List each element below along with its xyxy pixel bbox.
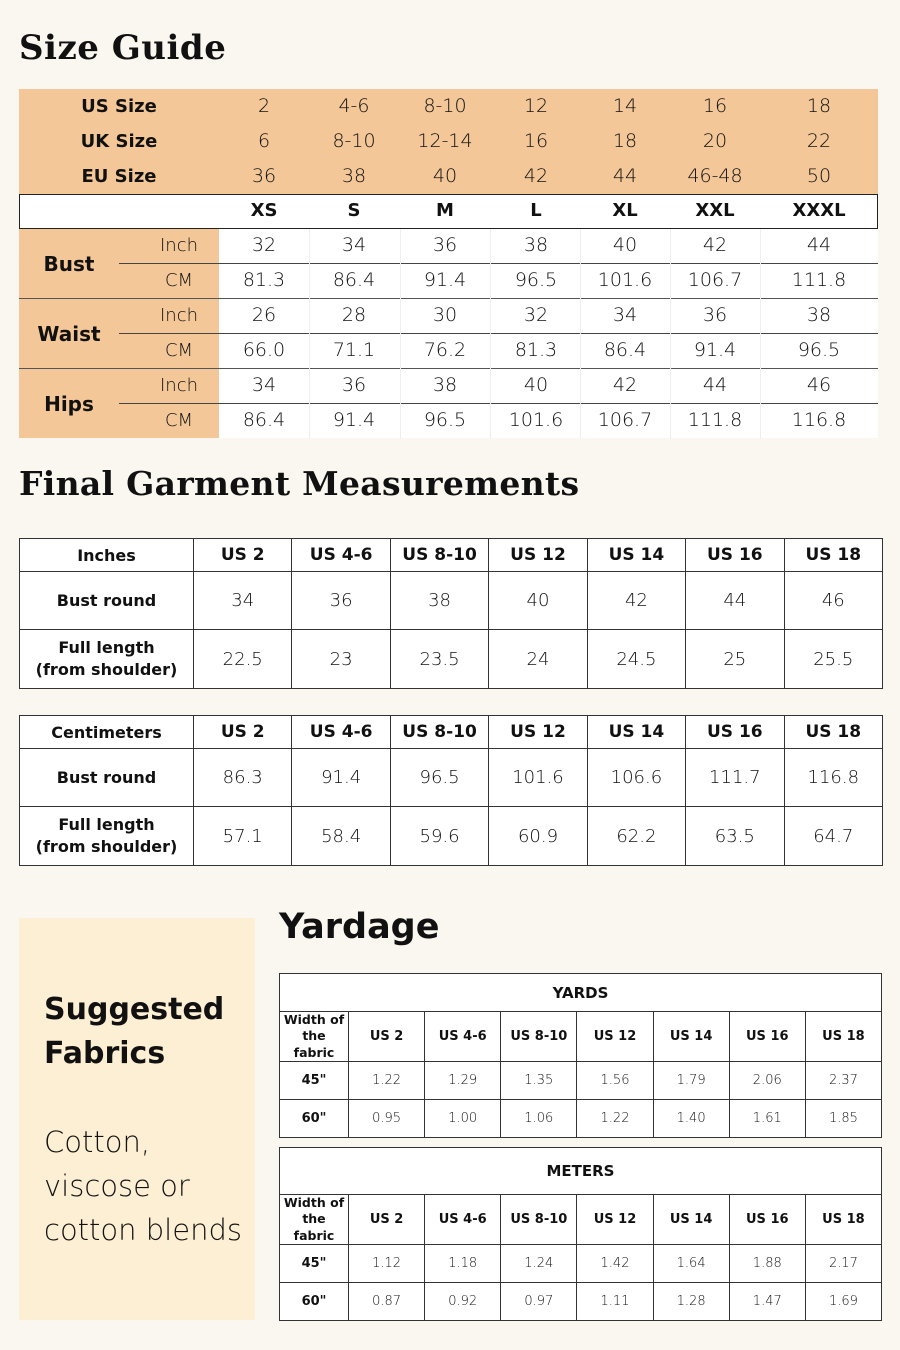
letter-size-cell: XXL	[695, 200, 735, 221]
cell: 1.40	[653, 1099, 729, 1137]
size-cell: 20	[702, 130, 728, 152]
size-cell: 6	[257, 130, 271, 152]
row-label: 45"	[280, 1244, 349, 1282]
cell: 34	[194, 572, 292, 630]
cell: 1.61	[729, 1099, 805, 1137]
header-row	[280, 1012, 882, 1062]
size-header: US 8-10	[390, 539, 488, 572]
cell: 1.11	[577, 1282, 653, 1320]
letter-size-row	[19, 194, 878, 229]
cell: 23.5	[390, 630, 488, 689]
measurement-cell: 28	[341, 304, 367, 326]
cell: 24	[489, 630, 587, 689]
letter-size-cell: M	[436, 200, 454, 221]
size-header: US 18	[805, 1012, 881, 1062]
unit-inch: Inch	[159, 305, 199, 326]
unit-header: Centimeters	[20, 716, 194, 749]
cell: 23	[292, 630, 390, 689]
unit-cm: CM	[164, 410, 194, 431]
measurement-cell: 76.2	[423, 339, 467, 361]
size-cell: 40	[432, 165, 458, 187]
cell: 0.87	[349, 1282, 425, 1320]
cell: 46	[784, 572, 882, 630]
yardage-title: Yardage	[279, 907, 440, 947]
size-header: US 18	[805, 1195, 881, 1245]
size-header: US 14	[653, 1195, 729, 1245]
text-line: cotton blends	[44, 1213, 242, 1248]
column-divider	[400, 369, 401, 439]
cell: 0.97	[501, 1282, 577, 1320]
table-caption: YARDS	[280, 974, 882, 1012]
row-label: 60"	[280, 1099, 349, 1137]
size-header: US 14	[587, 716, 685, 749]
yardage-meters-table	[279, 1147, 882, 1321]
header-line: Width of	[283, 1195, 345, 1210]
cell: 63.5	[686, 807, 784, 866]
size-header: US 4-6	[425, 1012, 501, 1062]
cell: 101.6	[489, 749, 587, 807]
measurement-cell: 96.5	[423, 409, 467, 431]
cell: 1.42	[577, 1244, 653, 1282]
measurement-cell: 91.4	[423, 269, 467, 291]
header-line: the fabric	[293, 1028, 335, 1060]
size-cell: 12-14	[417, 130, 473, 152]
cell: 62.2	[587, 807, 685, 866]
size-cell: 12	[523, 95, 549, 117]
measurement-cell: 44	[806, 234, 832, 256]
suggested-fabrics-panel	[19, 918, 255, 1320]
measurement-cell: 101.6	[597, 269, 653, 291]
unit-cm: CM	[164, 340, 194, 361]
group-name: Bust	[43, 252, 95, 276]
text-line: viscose or	[44, 1169, 190, 1204]
table-row	[280, 1282, 882, 1320]
cell: 2.17	[805, 1244, 881, 1282]
cell: 1.64	[653, 1244, 729, 1282]
cell: 1.24	[501, 1244, 577, 1282]
column-divider	[670, 299, 671, 369]
measurement-cell: 34	[251, 374, 277, 396]
row-label-line: Full length	[58, 815, 155, 835]
measurement-cell: 71.1	[332, 339, 376, 361]
size-header: US 2	[349, 1195, 425, 1245]
measurement-cell: 96.5	[514, 269, 558, 291]
table-row	[20, 572, 883, 630]
measurement-cell: 91.4	[332, 409, 376, 431]
caption-row	[280, 974, 882, 1012]
body-measurements	[19, 229, 878, 438]
header-row	[20, 539, 883, 572]
cell: 1.56	[577, 1061, 653, 1099]
column-divider	[580, 229, 581, 299]
letter-size-cell: XL	[612, 200, 638, 221]
cell: 116.8	[784, 749, 882, 807]
cell: 86.3	[194, 749, 292, 807]
yardage-yards-table	[279, 973, 882, 1138]
size-header: US 12	[577, 1195, 653, 1245]
cell: 60.9	[489, 807, 587, 866]
measurement-cell: 34	[612, 304, 638, 326]
row-label: Bust round	[20, 572, 194, 630]
unit-inch: Inch	[159, 235, 199, 256]
group-name: Hips	[44, 392, 94, 416]
column-divider	[490, 369, 491, 439]
table-caption: METERS	[280, 1148, 882, 1195]
cell: 38	[390, 572, 488, 630]
cell: 2.37	[805, 1061, 881, 1099]
cell: 58.4	[292, 807, 390, 866]
column-divider	[309, 369, 310, 439]
measurement-cell: 96.5	[797, 339, 841, 361]
row-label	[20, 807, 194, 866]
cell: 1.69	[805, 1282, 881, 1320]
garment-inches-table	[19, 538, 883, 689]
uk-size-row	[19, 124, 878, 159]
column-divider	[670, 369, 671, 439]
column-divider	[670, 229, 671, 299]
size-cell: 14	[612, 95, 638, 117]
unit-header: Inches	[20, 539, 194, 572]
row-label: UK Size	[80, 131, 158, 152]
size-cell: 16	[702, 95, 728, 117]
cell: 22.5	[194, 630, 292, 689]
row-label: 60"	[280, 1282, 349, 1320]
measurement-cell: 42	[612, 374, 638, 396]
measurement-cell: 91.4	[693, 339, 737, 361]
heading-line: Suggested	[44, 992, 225, 1027]
size-header: US 16	[729, 1012, 805, 1062]
cell: 91.4	[292, 749, 390, 807]
row-label: US Size	[81, 96, 157, 117]
table-row	[20, 630, 883, 689]
size-header: US 2	[194, 539, 292, 572]
cell: 25	[686, 630, 784, 689]
size-header: US 4-6	[292, 539, 390, 572]
size-header: US 2	[349, 1012, 425, 1062]
size-header: US 14	[587, 539, 685, 572]
measurement-cell: 106.7	[687, 269, 743, 291]
cell: 24.5	[587, 630, 685, 689]
size-cell: 8-10	[423, 95, 467, 117]
cell: 1.06	[501, 1099, 577, 1137]
cell: 111.7	[686, 749, 784, 807]
fabrics-heading	[44, 988, 244, 1075]
garment-centimeters-table	[19, 715, 883, 866]
final-measurements-title: Final Garment Measurements	[19, 464, 580, 503]
cell: 1.85	[805, 1099, 881, 1137]
column-divider	[309, 299, 310, 369]
size-header: US 12	[577, 1012, 653, 1062]
group-name: Waist	[37, 322, 101, 346]
size-cell: 18	[612, 130, 638, 152]
measurement-cell: 81.3	[514, 339, 558, 361]
width-header	[280, 1012, 349, 1062]
size-header: US 16	[729, 1195, 805, 1245]
cell: 1.22	[349, 1061, 425, 1099]
cell: 0.95	[349, 1099, 425, 1137]
header-line: the fabric	[293, 1211, 335, 1243]
row-label: Bust round	[20, 749, 194, 807]
size-cell: 42	[523, 165, 549, 187]
eu-size-row	[19, 159, 878, 194]
measurement-cell: 42	[702, 234, 728, 256]
cell: 40	[489, 572, 587, 630]
letter-size-cell: XS	[250, 200, 278, 221]
measurement-cell: 116.8	[791, 409, 847, 431]
unit-cm: CM	[164, 270, 194, 291]
cell: 0.92	[425, 1282, 501, 1320]
measurement-cell: 36	[702, 304, 728, 326]
size-header: US 16	[686, 539, 784, 572]
column-divider	[400, 299, 401, 369]
size-header: US 18	[784, 539, 882, 572]
size-header: US 4-6	[425, 1195, 501, 1245]
fabrics-text	[44, 1120, 254, 1252]
bust-group	[19, 229, 878, 299]
size-cell: 18	[806, 95, 832, 117]
row-label: 45"	[280, 1061, 349, 1099]
measurement-cell: 44	[702, 374, 728, 396]
measurement-cell: 32	[251, 234, 277, 256]
measurement-cell: 34	[341, 234, 367, 256]
hips-group	[19, 369, 878, 439]
size-cell: 44	[612, 165, 638, 187]
size-header: US 8-10	[501, 1012, 577, 1062]
caption-row	[280, 1148, 882, 1195]
size-cell: 38	[341, 165, 367, 187]
cell: 64.7	[784, 807, 882, 866]
table-row	[280, 1099, 882, 1137]
size-header: US 14	[653, 1012, 729, 1062]
cell: 1.00	[425, 1099, 501, 1137]
cell: 1.12	[349, 1244, 425, 1282]
measurement-cell: 86.4	[332, 269, 376, 291]
us-size-row	[19, 89, 878, 124]
measurement-cell: 32	[523, 304, 549, 326]
heading-line: Fabrics	[44, 1035, 166, 1071]
row-label	[20, 630, 194, 689]
size-cell: 36	[251, 165, 277, 187]
header-row	[20, 716, 883, 749]
text-line: Cotton,	[44, 1125, 151, 1159]
measurement-cell: 30	[432, 304, 458, 326]
column-divider	[400, 229, 401, 299]
cell: 57.1	[194, 807, 292, 866]
row-label: EU Size	[81, 166, 157, 187]
measurement-cell: 111.8	[687, 409, 743, 431]
letter-size-cell: L	[530, 200, 542, 221]
column-divider	[760, 299, 761, 369]
cell: 1.79	[653, 1061, 729, 1099]
column-divider	[760, 229, 761, 299]
measurement-cell: 66.0	[242, 339, 286, 361]
unit-inch: Inch	[159, 375, 199, 396]
size-header: US 12	[489, 716, 587, 749]
table-row	[20, 749, 883, 807]
size-cell: 50	[806, 165, 832, 187]
measurement-cell: 36	[432, 234, 458, 256]
waist-group	[19, 299, 878, 369]
column-divider	[580, 369, 581, 439]
column-divider	[490, 299, 491, 369]
measurement-cell: 101.6	[508, 409, 564, 431]
size-cell: 46-48	[687, 165, 743, 187]
cell: 1.22	[577, 1099, 653, 1137]
row-label-line: Full length	[58, 638, 155, 658]
width-header	[280, 1195, 349, 1245]
measurement-cell: 40	[612, 234, 638, 256]
size-header: US 12	[489, 539, 587, 572]
cell: 1.47	[729, 1282, 805, 1320]
size-header: US 4-6	[292, 716, 390, 749]
size-cell: 8-10	[332, 130, 376, 152]
cell: 96.5	[390, 749, 488, 807]
row-label-line: (from shoulder)	[35, 660, 178, 679]
size-cell: 16	[523, 130, 549, 152]
size-guide-title: Size Guide	[19, 28, 227, 68]
size-cell: 4-6	[338, 95, 370, 117]
cell: 25.5	[784, 630, 882, 689]
column-divider	[490, 229, 491, 299]
header-row	[280, 1195, 882, 1245]
cell: 2.06	[729, 1061, 805, 1099]
measurement-cell: 86.4	[603, 339, 647, 361]
measurement-cell: 86.4	[242, 409, 286, 431]
header-line: Width of	[283, 1012, 345, 1027]
measurement-cell: 81.3	[242, 269, 286, 291]
column-divider	[580, 299, 581, 369]
cell: 106.6	[587, 749, 685, 807]
cell: 42	[587, 572, 685, 630]
measurement-cell: 38	[432, 374, 458, 396]
table-row	[280, 1244, 882, 1282]
cell: 1.18	[425, 1244, 501, 1282]
table-row	[20, 807, 883, 866]
measurement-cell: 26	[251, 304, 277, 326]
size-header: US 2	[194, 716, 292, 749]
size-cell: 22	[806, 130, 832, 152]
size-guide-table	[19, 89, 878, 438]
cell: 1.88	[729, 1244, 805, 1282]
measurement-cell: 38	[523, 234, 549, 256]
cell: 44	[686, 572, 784, 630]
cell: 59.6	[390, 807, 488, 866]
measurement-cell: 111.8	[791, 269, 847, 291]
size-cell: 2	[257, 95, 271, 117]
table-row	[280, 1061, 882, 1099]
measurement-cell: 38	[806, 304, 832, 326]
cell: 1.29	[425, 1061, 501, 1099]
row-label-line: (from shoulder)	[35, 837, 178, 856]
size-header: US 16	[686, 716, 784, 749]
measurement-cell: 36	[341, 374, 367, 396]
cell: 36	[292, 572, 390, 630]
column-divider	[760, 369, 761, 439]
measurement-cell: 106.7	[597, 409, 653, 431]
size-header: US 8-10	[390, 716, 488, 749]
measurement-cell: 40	[523, 374, 549, 396]
letter-size-cell: S	[347, 200, 361, 221]
size-header: US 18	[784, 716, 882, 749]
letter-size-cell: XXXL	[792, 200, 846, 221]
size-conversion-block	[19, 89, 878, 194]
cell: 1.35	[501, 1061, 577, 1099]
cell: 1.28	[653, 1282, 729, 1320]
measurement-cell: 46	[806, 374, 832, 396]
size-header: US 8-10	[501, 1195, 577, 1245]
column-divider	[309, 229, 310, 299]
